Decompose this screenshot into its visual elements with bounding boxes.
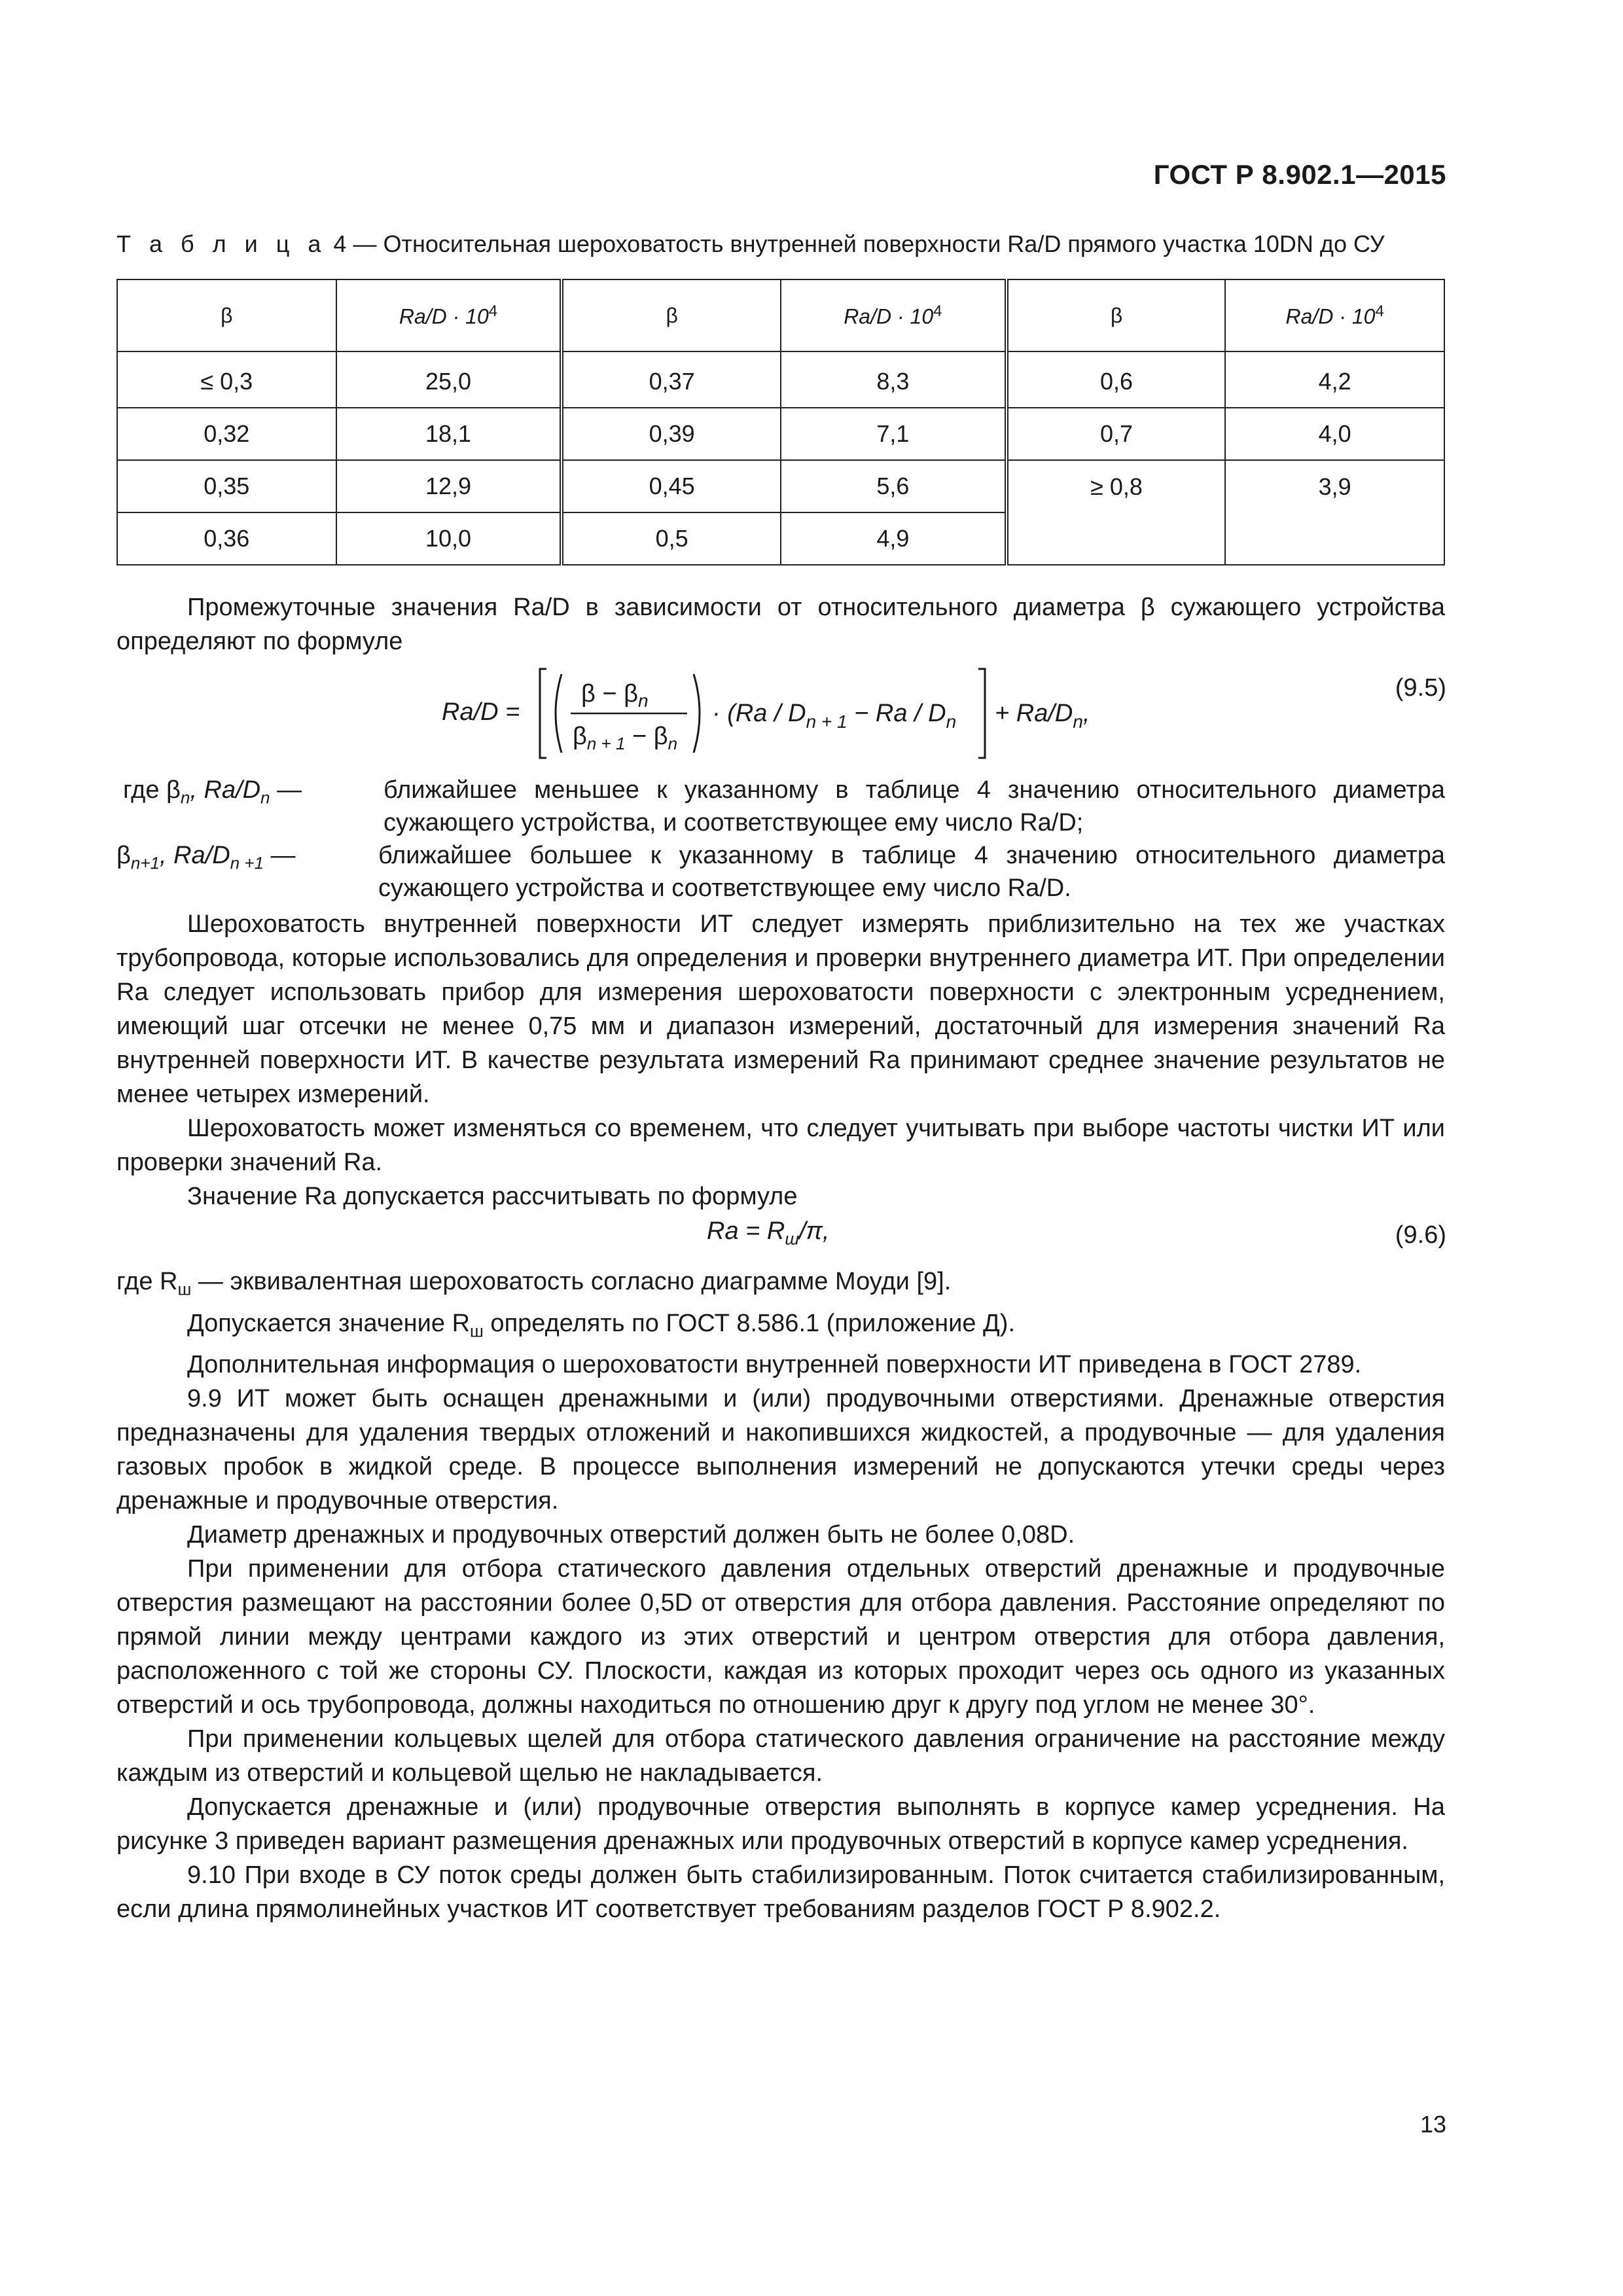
paragraph: Шероховатость может изменяться со временем, что следует учитывать при выборе частоты чистки ИТ или проверки значений Ra.: [116, 1115, 1445, 1176]
paragraph: Диаметр дренажных и продувочных отверстий должен быть не более 0,08D.: [187, 1521, 1075, 1549]
where-key: где $\beta_n$, $Ra/D_n$ —: [123, 776, 302, 808]
equation-number: (9.5): [1395, 674, 1446, 702]
paragraph: 9.10 При входе в СУ поток среды должен быть стабилизированным. Поток считается стабилизированным, если длина прямолинейных участков ИТ соответствует требованиям разделов ГОСТ Р 8.902.2.: [116, 1861, 1445, 1924]
table-header-row: [117, 279, 1444, 351]
table-caption: [116, 230, 1497, 258]
table-row: [117, 408, 1444, 460]
formula-9-6: $Ra = R_ш/\pi$,: [707, 1217, 830, 1249]
document-code-header: ГОСТ Р 8.902.1—2015: [1153, 159, 1446, 190]
paragraph: Допускается дренажные и (или) продувочные отверстия выполнять в корпусе камер усреднения. На рисунке 3 приведен вариант размещения дренажных или продувочных отверстий в корпусе камер усреднения.: [116, 1793, 1445, 1856]
table-caption-number: 4: [333, 230, 347, 257]
table-row: [117, 460, 1444, 512]
table-cell: 3,9: [1225, 460, 1444, 512]
where-value: ближайшее большее к указанному в таблице 4 значению относительного диаметра сужающего устройства и соответствующее ему число Ra/D.: [378, 842, 1445, 902]
where-block: [116, 774, 1445, 905]
table-cell: 0,7: [1007, 408, 1226, 460]
table-cell: 0,45: [562, 460, 781, 512]
paragraph: Шероховатость внутренней поверхности ИТ следует измерять приблизительно на тех же участках трубопровода, которые использовались для определения и проверки внутреннего диаметра ИТ. При определении Ra следует использовать прибор для измерения шероховатости поверхности с электронным усреднением, имеющий шаг отсечки не менее 0,75 мм и диапазон измерений, достаточный для измерения значений Ra внутренней поверхности ИТ. В качестве результата измерений Ra принимают среднее значение результатов не менее четырех измерений.: [116, 910, 1445, 1108]
table-cell: ≤ 0,3: [117, 351, 336, 408]
where-item: [116, 839, 1445, 905]
table-caption-label: Т а б л и ц а: [116, 230, 327, 257]
paragraph: Дополнительная информация о шероховатости внутренней поверхности ИТ приведена в ГОСТ 2789.: [187, 1351, 1362, 1379]
table-cell: 4,9: [781, 512, 1007, 565]
table-cell: 0,32: [117, 408, 336, 460]
paragraph: 9.9 ИТ может быть оснащен дренажными и (или) продувочными отверстиями. Дренажные отверстия предназначены для удаления твердых отложений и накопившихся жидкостей, а продувочные — для удаления газовых пробок в жидкой среде. В процессе выполнения измерений не допускаются утечки среды через дренажные и продувочные отверстия.: [116, 1385, 1445, 1515]
formula-rhs: + $Ra/D_n$,: [995, 700, 1090, 732]
table-cell: 4,0: [1225, 408, 1444, 460]
paragraph: Допускается значение $R_ш$ определять по ГОСТ 8.586.1 (приложение Д).: [187, 1309, 1015, 1341]
table-cell: 7,1: [781, 408, 1007, 460]
page-number: 13: [1419, 2111, 1446, 2138]
table-header-beta: β: [562, 279, 781, 351]
intro-paragraph: [116, 590, 1445, 658]
table-cell: [1225, 512, 1444, 565]
table-header-rad: $Ra/D \cdot 10^4$: [1225, 279, 1444, 351]
table-cell: 18,1: [336, 408, 562, 460]
table-cell: 4,2: [1225, 351, 1444, 408]
table-cell: 25,0: [336, 351, 562, 408]
table-cell: 0,39: [562, 408, 781, 460]
table-header-rad: $Ra/D \cdot 10^4$: [336, 279, 562, 351]
table-cell: 0,6: [1007, 351, 1226, 408]
table-cell: ≥ 0,8: [1007, 460, 1226, 512]
table-header-beta: β: [1007, 279, 1226, 351]
body-text: [116, 1265, 1445, 1926]
table-cell: 0,36: [117, 512, 336, 565]
table-caption-text: — Относительная шероховатость внутренней поверхности Ra/D прямого участка 10DN до СУ: [346, 230, 1385, 257]
where-line: где $R_ш$ — эквивалентная шероховатость согласно диаграмме Моуди [9].: [116, 1268, 952, 1299]
where-key: $\beta_{n+1}$, $Ra/D_{n +1}$ —: [116, 842, 296, 873]
paragraph: При применении кольцевых щелей для отбора статического давления ограничение на расстояние между каждым из отверстий и кольцевой щелью не накладывается.: [116, 1725, 1445, 1787]
table-row: [117, 512, 1444, 565]
table-header-beta: β: [117, 279, 336, 351]
formula-9-5: [419, 661, 1165, 772]
equation-number: (9.6): [1395, 1221, 1446, 1249]
table-header-rad: $Ra/D \cdot 10^4$: [781, 279, 1007, 351]
formula-lhs: Ra/D =: [442, 698, 520, 726]
table-cell: 0,35: [117, 460, 336, 512]
body-text: [116, 907, 1445, 1213]
formula-middle: · ($Ra / D_{n + 1} - Ra / D_n$: [712, 700, 957, 732]
table-cell: 10,0: [336, 512, 562, 565]
where-item: [116, 774, 1445, 839]
formula-numerator: $\beta - \beta_n$: [581, 680, 649, 711]
table-cell: 0,37: [562, 351, 781, 408]
formula-denominator: $\beta_{n + 1} - \beta_n$: [573, 723, 678, 753]
table-row: [117, 351, 1444, 408]
table-cell: 0,5: [562, 512, 781, 565]
table-cell: 8,3: [781, 351, 1007, 408]
paragraph: При применении для отбора статического давления отдельных отверстий дренажные и продувочные отверстия размещают на расстоянии более 0,5D от отверстия для отбора давления. Расстояние определяют по прямой линии между центрами каждого из этих отверстий и центром отверстия для отбора давления, расположенного с той же стороны СУ. Плоскости, каждая из которых проходит через ось одного из указанных отверстий и ось трубопровода, должны находиться по отношению друг к другу под углом не менее 30°.: [116, 1555, 1445, 1719]
table-cell: 5,6: [781, 460, 1007, 512]
paragraph: Значение Ra допускается рассчитывать по формуле: [187, 1183, 798, 1210]
table-cell: 12,9: [336, 460, 562, 512]
table-cell: [1007, 512, 1226, 565]
where-value: ближайшее меньшее к указанному в таблице 4 значению относительного диаметра сужающего устройства, и соответствующее ему число Ra/D;: [383, 776, 1445, 836]
roughness-table: [116, 279, 1445, 565]
paragraph: Промежуточные значения Ra/D в зависимости от относительного диаметра β сужающего устройства определяют по формуле: [116, 594, 1445, 655]
